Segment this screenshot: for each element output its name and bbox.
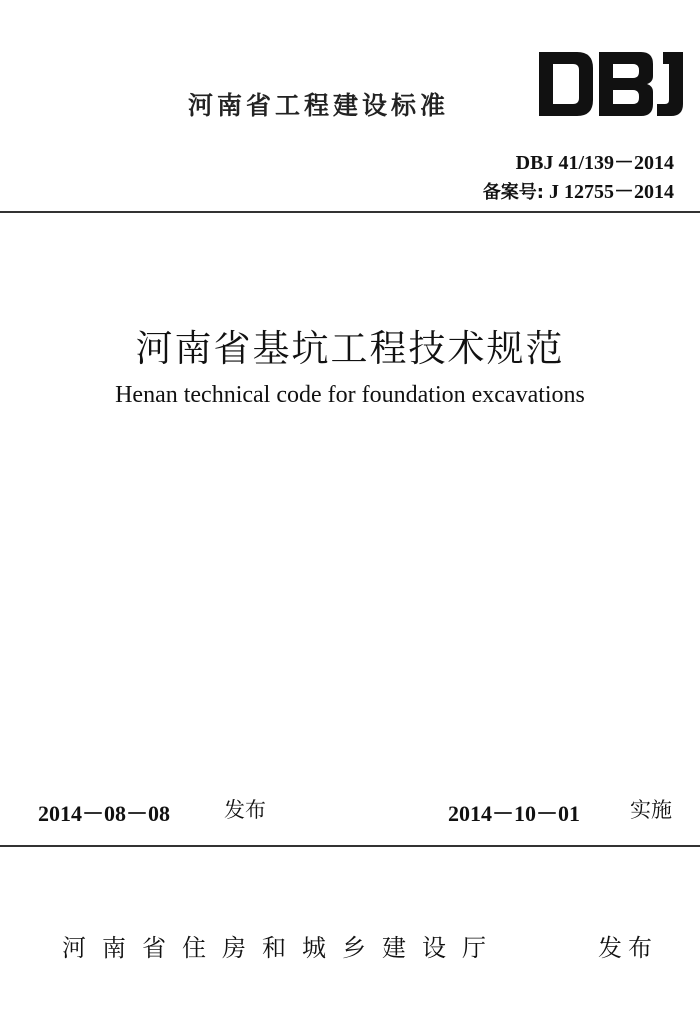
- title-english: Henan technical code for foundation excavations: [115, 382, 585, 408]
- publisher-name: 河南省住房和城乡建设厅: [62, 934, 502, 962]
- top-divider: [0, 211, 700, 213]
- standard-code: DBJ 41/139－2014: [515, 152, 674, 174]
- series-title: 河南省工程建设标准: [188, 91, 450, 120]
- logo-text: DBJ: [535, 50, 537, 51]
- issue-label: 发布: [224, 798, 266, 822]
- record-label: 备案号:: [482, 182, 544, 203]
- effective-date: 2014－10－01: [448, 801, 581, 826]
- record-line: [483, 175, 674, 204]
- record-number: J 12755－2014: [549, 181, 674, 203]
- bottom-divider: [0, 845, 700, 847]
- issue-date: 2014－08－08: [38, 801, 171, 826]
- publish-label: 发布: [598, 934, 658, 962]
- effective-label: 实施: [630, 798, 672, 822]
- title-chinese: 河南省基坑工程技术规范: [135, 327, 565, 370]
- dbj-logo: [535, 50, 685, 118]
